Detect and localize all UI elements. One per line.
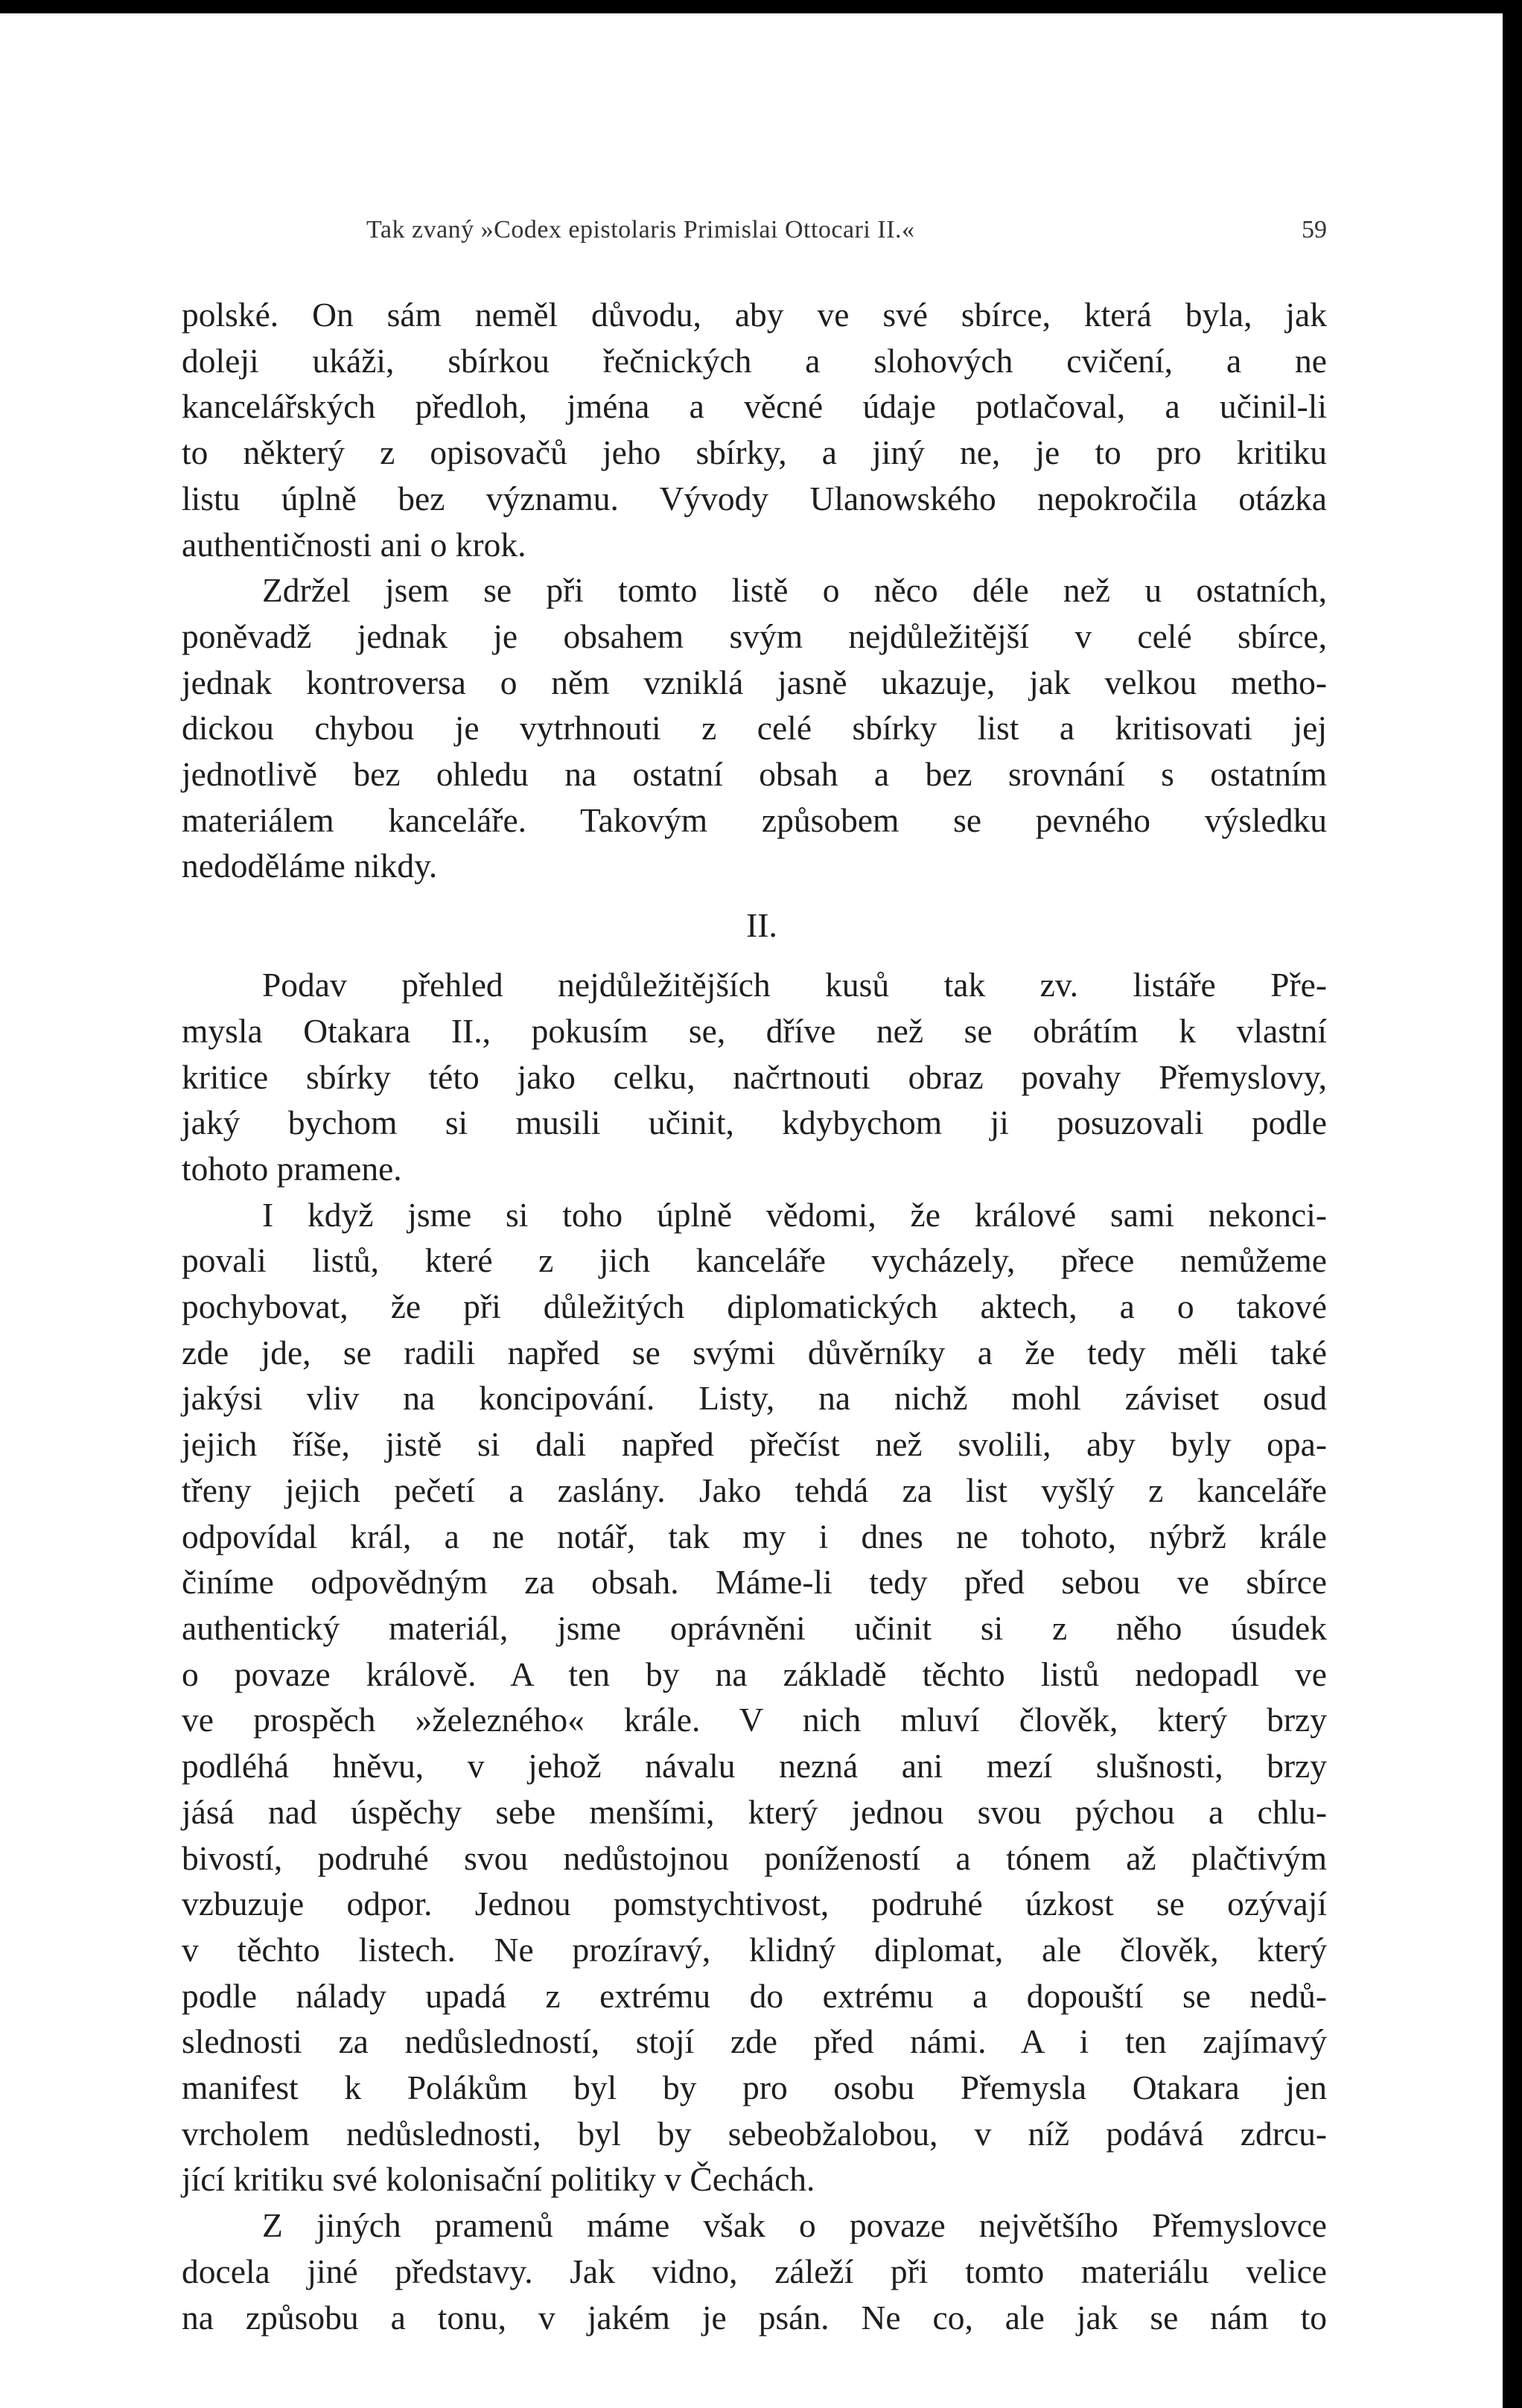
text-line: docela jiné představy. Jak vidno, záleží při tomto materiálu velice <box>182 2252 1327 2290</box>
text-line: mysla Otakara II., pokusím se, dříve než se obrátím k vlastní <box>182 1011 1327 1050</box>
text-line: Podav přehled nejdůležitějších kusů tak zv. listáře Pře- <box>262 966 1327 1004</box>
page-number: 59 <box>1302 216 1327 243</box>
text-line: tohoto pramene. <box>182 1149 402 1188</box>
text-line: kritice sbírky této jako celku, načrtnouti obraz povahy Přemyslovy, <box>182 1057 1327 1096</box>
text-line: pochybovat, že při důležitých diplomatických aktech, a o takové <box>182 1287 1327 1326</box>
text-line: o povaze králově. A ten by na základě těchto listů nedopadl ve <box>182 1654 1327 1693</box>
text-line: authentičnosti ani o krok. <box>182 525 526 564</box>
text-line: jásá nad úspěchy sebe menšími, který jednou svou pýchou a chlu- <box>182 1792 1327 1831</box>
text-line: kancelářských předloh, jména a věcné údaje potlačoval, a učinil-li <box>182 387 1327 426</box>
text-line: manifest k Polákům byl by pro osobu Přemysla Otakara jen <box>182 2068 1327 2107</box>
paragraph <box>182 292 1327 567</box>
paragraph <box>182 962 1327 1192</box>
text-body <box>182 292 1327 2340</box>
text-line: zde jde, se radili napřed se svými důvěrníky a že tedy měli také <box>182 1333 1327 1372</box>
text-line: jednotlivě bez ohledu na ostatní obsah a bez srovnání s ostatním <box>182 755 1327 794</box>
text-line: ve prospěch »železného« krále. V nich mluví člověk, který brzy <box>182 1701 1327 1739</box>
text-line: podle nálady upadá z extrému do extrému a dopouští se nedů- <box>182 1976 1327 2015</box>
text-line: jící kritiku své kolonisační politiky v Čechách. <box>182 2160 815 2199</box>
text-line: listu úplně bez významu. Vývody Ulanowského nepokročila otázka <box>182 479 1327 517</box>
text-line: odpovídal král, a ne notář, tak my i dnes ne tohoto, nýbrž krále <box>182 1517 1327 1555</box>
text-line: polské. On sám neměl důvodu, aby ve své sbírce, která byla, jak <box>182 296 1327 334</box>
text-line: jejich říše, jistě si dali napřed přečíst než svolili, aby byly opa- <box>182 1425 1327 1464</box>
section-heading: II. <box>746 906 777 945</box>
text-line: jednak kontroversa o něm vzniklá jasně ukazuje, jak velkou metho- <box>182 663 1327 701</box>
text-line: jaký bychom si musili učinit, kdybychom ji posuzovali podle <box>182 1103 1327 1142</box>
text-line: podléhá hněvu, v jehož návalu nezná ani mezí slušnosti, brzy <box>182 1747 1327 1786</box>
running-title: Tak zvaný »Codex epistolaris Primislai Ottocari II.« <box>366 216 915 243</box>
text-line: povali listů, které z jich kanceláře vycházely, přece nemůžeme <box>182 1241 1327 1280</box>
book-page <box>182 216 1327 2340</box>
paragraph <box>182 1192 1327 2202</box>
text-line: dickou chybou je vytrhnouti z celé sbírky list a kritisovati jej <box>182 709 1327 748</box>
text-line: materiálem kanceláře. Takovým způsobem se pevného výsledku <box>182 800 1327 839</box>
text-line: Zdržel jsem se při tomto listě o něco déle než u ostatních, <box>262 571 1327 610</box>
text-line: to některý z opisovačů jeho sbírky, a jiný ne, je to pro kritiku <box>182 433 1327 472</box>
text-line: Z jiných pramenů máme však o povaze největšího Přemyslovce <box>262 2206 1327 2245</box>
text-line: authentický materiál, jsme oprávněni učinit si z něho úsudek <box>182 1608 1327 1647</box>
text-line: bivostí, podruhé svou nedůstojnou ponížeností a tónem až plačtivým <box>182 1838 1327 1877</box>
text-line: jakýsi vliv na koncipování. Listy, na nichž mohl záviset osud <box>182 1379 1327 1418</box>
text-line: vzbuzuje odpor. Jednou pomstychtivost, podruhé úzkost se ozývají <box>182 1885 1327 1923</box>
text-line: doleji ukáži, sbírkou řečnických a slohových cvičení, a ne <box>182 341 1327 380</box>
running-header <box>182 216 1327 255</box>
text-line: v těchto listech. Ne prozíravý, klidný diplomat, ale člověk, který <box>182 1930 1327 1969</box>
text-line: slednosti za nedůsledností, stojí zde před námi. A i ten zajímavý <box>182 2022 1327 2061</box>
text-line: poněvadž jednak je obsahem svým nejdůležitější v celé sbírce, <box>182 617 1327 655</box>
paragraph <box>182 567 1327 889</box>
text-line: třeny jejich pečetí a zaslány. Jako tehdá za list vyšlý z kanceláře <box>182 1471 1327 1509</box>
paragraph <box>182 2202 1327 2340</box>
text-line: I když jsme si toho úplně vědomi, že králové sami nekonci- <box>262 1195 1327 1234</box>
text-line: vrcholem nedůslednosti, byl by sebeobžalobou, v níž podává zdrcu- <box>182 2114 1327 2153</box>
text-line: na způsobu a tonu, v jakém je psán. Ne co, ale jak se nám to <box>182 2298 1327 2337</box>
text-line: nedoděláme nikdy. <box>182 847 438 885</box>
text-line: činíme odpovědným za obsah. Máme-li tedy před sebou ve sbírce <box>182 1563 1327 1602</box>
